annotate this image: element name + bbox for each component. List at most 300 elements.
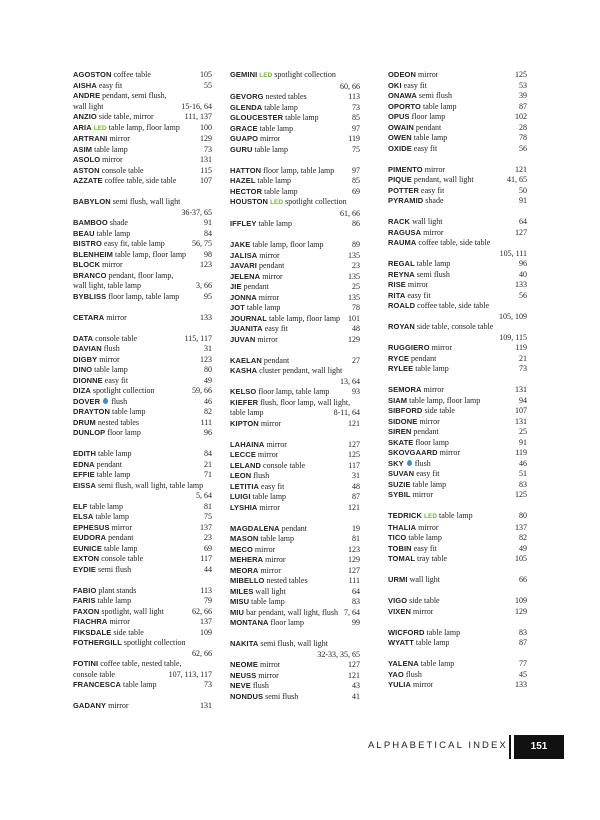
- entry-text: [73, 523, 132, 534]
- entry-text: [230, 293, 279, 304]
- product-name: JOT: [230, 303, 245, 312]
- index-entry: [388, 628, 527, 639]
- product-name: JELENA: [230, 271, 261, 281]
- product-name: FOTHERGILL: [73, 638, 122, 647]
- index-entry: [388, 544, 527, 555]
- product-name: GADANY: [73, 701, 107, 710]
- entry-text: [73, 260, 123, 271]
- product-type: mirror: [431, 343, 453, 352]
- product-name: VIXEN: [388, 606, 412, 616]
- product-type: table lamp: [257, 176, 292, 185]
- index-entry: [230, 440, 360, 451]
- index-entry: [230, 492, 360, 503]
- index-entry: [73, 670, 212, 681]
- page-reference: 85: [352, 176, 360, 185]
- index-entry: [230, 660, 360, 671]
- page-reference: 49: [204, 375, 212, 385]
- product-name: AGOSTON: [73, 70, 112, 79]
- entry-text: [230, 113, 319, 124]
- page-reference: 15-16, 64: [181, 101, 212, 111]
- page-reference: 121: [348, 670, 360, 680]
- index-entry: [230, 482, 360, 493]
- page-reference: 13, 64: [340, 376, 360, 386]
- page-reference: 46: [519, 458, 527, 468]
- product-name: OPORTO: [388, 101, 421, 111]
- index-entry: [230, 103, 360, 114]
- product-type: table lamp: [422, 101, 457, 111]
- page-reference: 78: [519, 133, 527, 142]
- entry-text: [388, 417, 440, 428]
- entry-text: [73, 155, 123, 166]
- page-reference: 107: [515, 406, 527, 415]
- product-name: ASOLO: [73, 155, 101, 164]
- entry-text: [388, 385, 444, 396]
- index-entry: [73, 659, 212, 670]
- page-reference: 40: [519, 269, 527, 279]
- product-name: MIU: [230, 607, 245, 617]
- entry-text: [388, 596, 440, 607]
- product-name: KIPTON: [230, 418, 259, 428]
- product-type: table lamp: [426, 627, 461, 637]
- product-type: mirror: [439, 448, 461, 457]
- entry-text: [388, 638, 449, 649]
- page-reference: 123: [200, 354, 212, 364]
- product-name: GLOUCESTER: [230, 113, 284, 122]
- product-name: WICFORD: [388, 627, 425, 637]
- product-type: mirror: [412, 490, 434, 499]
- letter-gap: [230, 429, 360, 440]
- product-name: MECO: [230, 544, 253, 554]
- page-reference: 125: [515, 490, 527, 499]
- product-type: pendant, wall light: [413, 175, 474, 184]
- product-type: easy fit: [413, 543, 438, 553]
- product-type: table lamp, floor lamp: [268, 313, 341, 323]
- letter-gap: [230, 155, 360, 166]
- entry-text: [73, 638, 185, 649]
- product-name: NEUSS: [230, 670, 257, 680]
- index-entry: [73, 565, 212, 576]
- page-reference: 62, 66: [192, 648, 212, 658]
- page-reference: 105, 109: [499, 311, 527, 321]
- product-name: BLENHEIM: [73, 249, 113, 259]
- letter-gap: [388, 565, 527, 576]
- product-type: shade: [109, 218, 128, 227]
- index-entry: [230, 576, 360, 587]
- entry-text: [230, 261, 284, 272]
- entry-text: [230, 197, 347, 209]
- product-type: table lamp: [89, 501, 124, 511]
- entry-text: [230, 282, 269, 293]
- page-reference: 101: [348, 313, 360, 323]
- page-reference: 79: [204, 596, 212, 605]
- index-entry: [73, 281, 212, 292]
- entry-text: [73, 271, 173, 282]
- product-type: table lamp: [408, 533, 442, 542]
- product-name: EXTON: [73, 554, 100, 563]
- entry-text: [388, 81, 427, 92]
- product-type: coffee table: [113, 70, 151, 79]
- index-entry: [230, 282, 360, 293]
- entry-text: [388, 523, 439, 534]
- index-entry: [73, 102, 212, 113]
- entry-text: [388, 544, 437, 555]
- entry-text: [73, 596, 131, 607]
- product-name: DUNLOP: [73, 428, 106, 437]
- entry-text: [230, 356, 289, 367]
- product-type: pendant: [108, 533, 134, 542]
- product-type: table lamp: [251, 597, 285, 606]
- product-type: wall light: [255, 586, 286, 596]
- product-type: easy fit: [98, 80, 123, 90]
- entry-text: [230, 461, 305, 472]
- product-type: mirror: [407, 280, 429, 289]
- index-entry: [73, 607, 212, 618]
- product-type: easy fit: [421, 185, 445, 195]
- product-name: JONNA: [230, 292, 257, 302]
- product-name: BLOCK: [73, 260, 101, 269]
- index-entry: [230, 450, 360, 461]
- product-type: table lamp: [98, 449, 132, 458]
- product-type: console table: [101, 165, 144, 175]
- entry-text: [230, 176, 291, 187]
- product-name: THALIA: [388, 522, 417, 532]
- entry-text: [388, 364, 449, 375]
- index-entry: [230, 597, 360, 608]
- entry-text: [388, 186, 444, 197]
- product-type: mirror: [262, 271, 283, 281]
- entry-text: [388, 102, 457, 113]
- index-entry: [230, 70, 360, 82]
- product-name: LETITIA: [230, 481, 260, 491]
- product-name: FRANCESCA: [73, 680, 121, 689]
- index-entry: [73, 638, 212, 649]
- index-entry: [73, 554, 212, 565]
- entry-text: [388, 259, 450, 270]
- entry-text: [388, 448, 460, 459]
- index-entry: [388, 533, 527, 544]
- page-reference: 131: [200, 701, 212, 710]
- page-reference: 137: [200, 617, 212, 626]
- entry-text: [388, 144, 437, 155]
- entry-text: [388, 228, 444, 239]
- product-type: easy fit: [104, 375, 129, 385]
- product-type: wall light: [73, 101, 104, 111]
- page-reference: 23: [352, 261, 360, 270]
- product-type: semi flush: [265, 691, 299, 701]
- page-reference: 100: [200, 122, 212, 132]
- product-type: mirror: [418, 522, 439, 532]
- product-type: table lamp: [122, 680, 157, 689]
- product-name: BRANCO: [73, 270, 107, 280]
- product-type: pendant: [263, 355, 290, 365]
- entry-text: [73, 512, 129, 523]
- index-entry: [230, 524, 360, 535]
- page-reference: 95: [204, 291, 212, 301]
- entry-text: [73, 218, 128, 229]
- index-entry: [73, 123, 212, 135]
- letter-gap: [388, 617, 527, 628]
- page-reference: 62, 66: [192, 606, 212, 616]
- product-type: side table: [409, 596, 440, 605]
- product-type: pendant: [281, 523, 307, 533]
- entry-text: [73, 81, 122, 92]
- page-reference: 129: [348, 334, 360, 344]
- entry-text: [230, 660, 280, 671]
- page-reference: 111, 137: [184, 112, 212, 121]
- product-name: DAVIAN: [73, 344, 102, 353]
- page-reference: 48: [352, 324, 360, 333]
- entry-text: [388, 354, 436, 365]
- index-entry: [73, 292, 212, 303]
- index-entry: [73, 512, 212, 523]
- index-entry: [73, 155, 212, 166]
- page-reference: 111: [348, 576, 360, 585]
- index-entry: [388, 291, 527, 302]
- index-entry: [388, 133, 527, 144]
- entry-text: [388, 133, 447, 144]
- product-type: wall light, table lamp: [73, 281, 141, 290]
- entry-text: [230, 103, 298, 114]
- entry-text: [73, 376, 128, 387]
- product-type: pendant: [96, 459, 122, 469]
- index-entry: [388, 417, 527, 428]
- page-reference: 117: [200, 554, 212, 563]
- page-reference: 129: [348, 555, 360, 564]
- index-entry: [230, 145, 360, 156]
- entry-text: [388, 196, 444, 207]
- page-reference: 25: [519, 427, 527, 436]
- product-type: pendant: [413, 427, 439, 436]
- product-name: YALENA: [388, 659, 419, 668]
- product-name: GEVORG: [230, 92, 264, 101]
- product-type: pendant: [410, 353, 437, 363]
- index-entry: [388, 554, 527, 565]
- letter-gap: [388, 375, 527, 386]
- entry-text: [73, 281, 141, 292]
- product-name: SUVAN: [388, 469, 415, 478]
- product-type: plant stands: [98, 585, 137, 595]
- product-name: RYCE: [388, 353, 409, 363]
- product-name: TOBIN: [388, 543, 412, 553]
- entry-text: [73, 229, 130, 240]
- page-reference: 61, 66: [340, 208, 360, 218]
- page-reference: 39: [519, 91, 527, 100]
- product-type: console table: [95, 333, 138, 343]
- entry-text: [388, 270, 450, 281]
- product-name: RYLEE: [388, 364, 414, 373]
- letter-gap: [388, 649, 527, 660]
- product-type: mirror: [257, 334, 278, 344]
- product-name: SUZIE: [388, 479, 411, 489]
- entry-text: [388, 670, 422, 681]
- index-entry: [73, 397, 212, 408]
- entry-text: [230, 314, 340, 325]
- product-type: flush: [405, 669, 422, 679]
- index-entry: [230, 681, 360, 692]
- product-name: CETARA: [73, 312, 105, 322]
- entry-text: [388, 533, 442, 544]
- page-reference: 105, 111: [499, 248, 527, 258]
- page-reference: 21: [204, 459, 212, 469]
- product-type: coffee table, nested table,: [100, 659, 182, 668]
- product-type: table lamp: [439, 511, 473, 520]
- entry-text: [388, 554, 447, 565]
- entry-text: [73, 112, 154, 123]
- page-reference: 59, 66: [192, 386, 212, 395]
- index-entry: [73, 470, 212, 481]
- entry-text: [230, 366, 342, 377]
- entry-text: [73, 239, 165, 250]
- entry-text: [388, 406, 455, 417]
- product-name: MAGDALENA: [230, 523, 280, 533]
- entry-text: [388, 480, 446, 491]
- index-entry: [73, 544, 212, 555]
- product-name: REGAL: [388, 259, 415, 268]
- page-reference: 109, 115: [499, 332, 527, 342]
- product-type: mirror: [106, 312, 127, 322]
- page-reference: 78: [352, 303, 360, 312]
- product-name: BAMBOO: [73, 218, 108, 227]
- product-type: mirror: [109, 134, 130, 143]
- product-type: table lamp, floor lamp: [409, 395, 481, 405]
- page-reference: 89: [352, 240, 360, 249]
- product-type: semi flush, wall light: [260, 639, 328, 648]
- product-type: bar pendant, wall light, flush: [246, 607, 339, 617]
- page-reference: 82: [204, 407, 212, 416]
- page-reference: 97: [352, 165, 360, 175]
- product-type: table lamp: [94, 144, 128, 154]
- product-name: FABIO: [73, 585, 97, 595]
- product-type: table lamp: [103, 543, 138, 553]
- page-reference: 8-11, 64: [333, 408, 360, 417]
- product-name: JUVAN: [230, 334, 256, 344]
- entry-text: [230, 219, 292, 230]
- page-reference: 119: [515, 448, 527, 457]
- page-reference: 81: [352, 534, 360, 543]
- index-entry: [73, 680, 212, 691]
- product-type: table lamp: [254, 144, 289, 154]
- led-badge: LED: [259, 72, 273, 79]
- entry-text: [230, 408, 264, 419]
- product-name: DINO: [73, 365, 93, 374]
- index-entry: [73, 407, 212, 418]
- index-entry: [388, 659, 527, 670]
- page-reference: 43: [352, 681, 360, 690]
- entry-text: [230, 692, 298, 703]
- product-type: pendant: [243, 282, 269, 291]
- product-type: semi flush: [416, 269, 450, 279]
- page-reference: 83: [519, 627, 527, 637]
- page-reference: 25: [352, 282, 360, 291]
- product-type: table lamp: [260, 534, 294, 543]
- page-reference: 127: [515, 227, 527, 237]
- page-reference: 50: [519, 185, 527, 195]
- entry-text: [230, 555, 286, 566]
- index-entry: [230, 503, 360, 514]
- index-entry: [230, 197, 360, 209]
- index-entry: [73, 134, 212, 145]
- product-name: JALISA: [230, 250, 258, 260]
- product-type: mirror: [419, 416, 440, 426]
- product-type: mirror: [260, 418, 282, 428]
- product-name: PIMENTO: [388, 164, 423, 174]
- product-type: mirror: [418, 70, 439, 79]
- product-type: pendant, floor lamp,: [108, 270, 174, 280]
- index-entry: [73, 81, 212, 92]
- product-name: BEAU: [73, 228, 95, 238]
- entry-text: [230, 440, 287, 451]
- entry-text: [230, 534, 294, 545]
- product-type: mirror: [260, 134, 281, 143]
- page-reference: 60, 66: [340, 81, 360, 91]
- index-entry: [230, 534, 360, 545]
- index-entry: [73, 260, 212, 271]
- product-name: DRAYTON: [73, 407, 110, 416]
- page-reference: 73: [519, 364, 527, 373]
- product-name: WYATT: [388, 638, 414, 647]
- entry-text: [230, 187, 298, 198]
- product-name: HAZEL: [230, 176, 256, 185]
- page-reference: 137: [200, 522, 212, 532]
- entry-text: [73, 428, 141, 439]
- index-entry: [388, 469, 527, 480]
- page-reference: 87: [519, 638, 527, 647]
- entry-text: [388, 70, 438, 81]
- product-type: semi flush: [98, 564, 132, 574]
- index-entry: [73, 218, 212, 229]
- entry-text: [230, 471, 269, 482]
- product-type: table lamp: [259, 123, 294, 133]
- product-type: nested tables: [97, 417, 140, 427]
- product-name: ANZIO: [73, 112, 97, 121]
- entry-text: [230, 618, 304, 629]
- index-entry: [388, 301, 527, 312]
- entry-text: [388, 659, 454, 670]
- product-type: table lamp: [413, 133, 448, 142]
- entry-text: [73, 313, 127, 324]
- product-name: ROALD: [388, 301, 416, 310]
- product-type: table lamp: [252, 492, 287, 501]
- entry-text: [230, 419, 281, 430]
- product-name: VIGO: [388, 596, 408, 605]
- page-reference: 127: [348, 565, 360, 575]
- page-reference: 91: [519, 437, 527, 447]
- product-name: FIKSDALE: [73, 627, 112, 637]
- page-reference: 133: [515, 280, 527, 289]
- product-type: wall light: [412, 217, 443, 226]
- product-type: mirror: [109, 617, 130, 626]
- entry-text: [388, 165, 445, 176]
- product-name: YULIA: [388, 680, 411, 689]
- entry-text: [230, 671, 279, 682]
- index-entry: [388, 91, 527, 102]
- letter-gap: [73, 323, 212, 334]
- product-name: SKATE: [388, 437, 414, 447]
- product-name: ARIA: [73, 122, 92, 132]
- index-entry: [388, 217, 527, 228]
- entry-text: [230, 134, 280, 145]
- product-type: spotlight collection: [285, 197, 347, 206]
- index-entry: [230, 124, 360, 135]
- entry-text: [230, 608, 338, 619]
- product-name: RUGGIERO: [388, 343, 430, 352]
- product-type: spotlight collection: [92, 386, 155, 395]
- product-type: cluster pendant, wall light: [259, 366, 343, 375]
- product-name: FARIS: [73, 596, 96, 605]
- index-entry: [73, 229, 212, 240]
- index-entry: [73, 586, 212, 597]
- index-entry: [388, 81, 527, 92]
